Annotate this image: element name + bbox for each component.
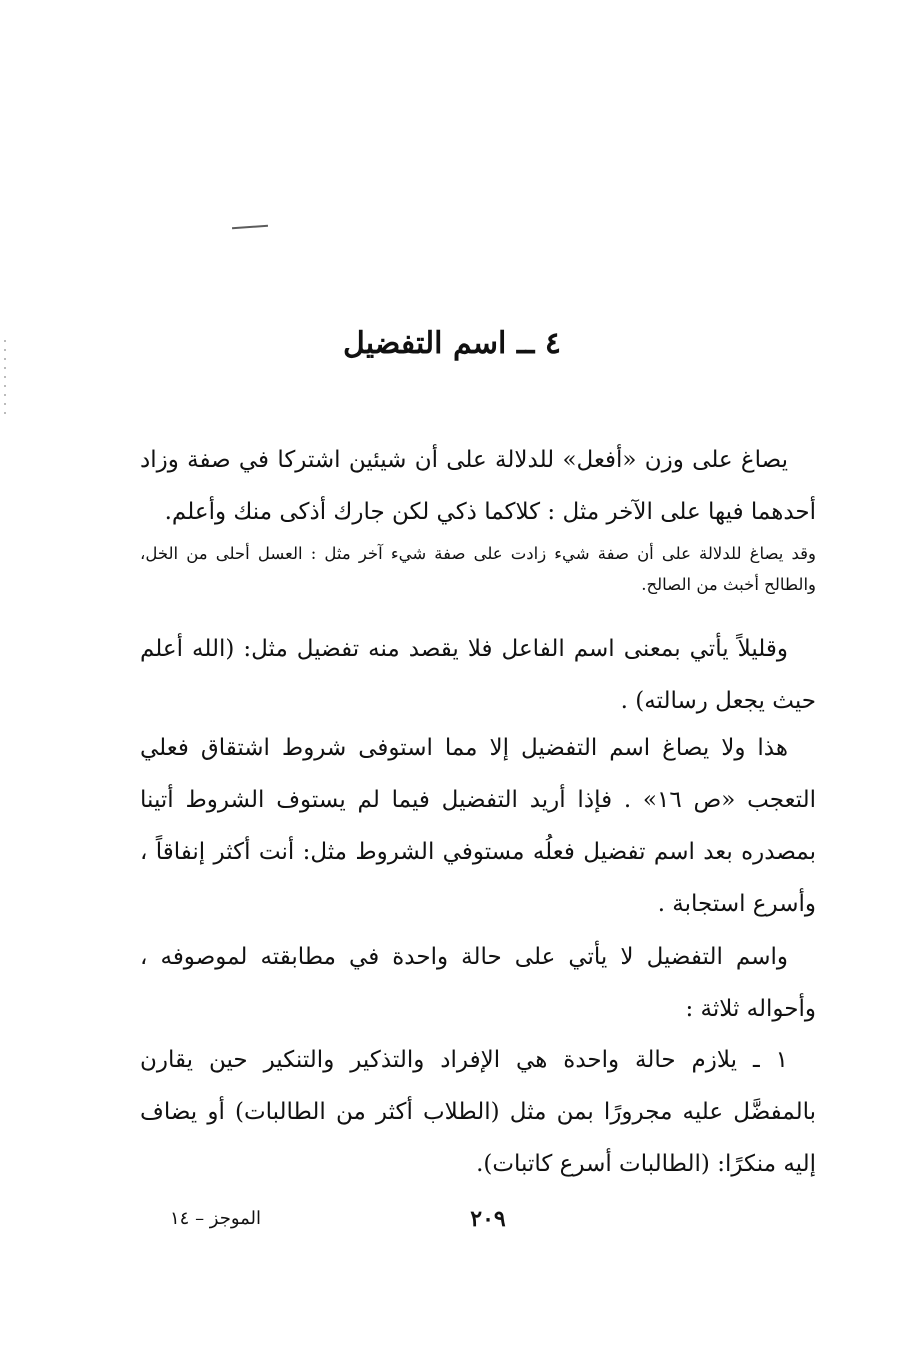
signature-mark: الموجز – ١٤ xyxy=(170,1208,262,1229)
paragraph-definition: يصاغ على وزن «أفعل» للدلالة على أن شيئين اشتركا في صفة وزاد أحدهما فيها على الآخر مثل : كلاكما ذكي لكن جارك أذكى منك وأعلم. xyxy=(140,447,816,525)
paragraph-conditions: هذا ولا يصاغ اسم التفضيل إلا مما استوفى شروط اشتقاق فعلي التعجب «ص ١٦» . فإذا أريد التفضيل فيما لم يستوف الشروط أتينا بمصدره بعد اسم تفضيل فعلُه مستوفي الشروط مثل: أنت أكثر إنفاقاً ، وأسرع استجابة . xyxy=(140,735,816,917)
page-number: ٢٠٩ xyxy=(470,1206,506,1232)
paragraph-state-one: ١ ـ يلازم حالة واحدة هي الإفراد والتذكير والتنكير حين يقارن بالمفضَّل عليه مجرورًا بمن مثل (الطلاب أكثر من الطالبات) أو يضاف إليه منكرًا: (الطالبات أسرع كاتبات). xyxy=(140,1047,816,1177)
page-footer xyxy=(0,1206,904,1236)
paragraph-note: وقد يصاغ للدلالة على أن صفة شيء زادت على صفة شيء آخر مثل : العسل أحلى من الخل، والطالح أخبث من الصالح. xyxy=(140,544,816,594)
scan-edge-dots xyxy=(4,340,6,420)
chapter-title: ٤ ــ اسم التفضيل xyxy=(343,326,561,361)
paragraph-states: واسم التفضيل لا يأتي على حالة واحدة في مطابقته لموصوفه ، وأحواله ثلاثة : xyxy=(140,944,816,1022)
scan-mark xyxy=(232,225,268,230)
paragraph-rare-usage: وقليلاً يأتي بمعنى اسم الفاعل فلا يقصد منه تفضيل مثل: (الله أعلم حيث يجعل رسالته) . xyxy=(140,636,816,714)
